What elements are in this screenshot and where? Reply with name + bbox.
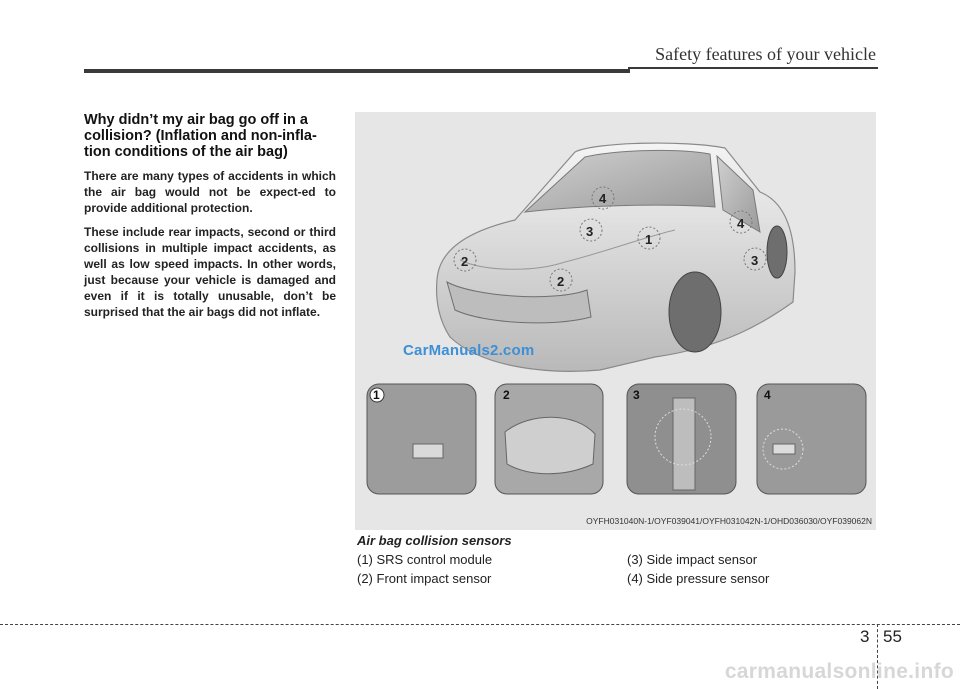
caption-item: (3) Side impact sensor bbox=[627, 552, 758, 567]
front-wheel bbox=[669, 272, 721, 352]
section-heading: Why didn’t my air bag go off in a collision? (Inflation and non-infla-tion conditions of the air bag) bbox=[84, 112, 317, 160]
header-rule-thick bbox=[84, 69, 630, 73]
paragraph-1: There are many types of accidents in which the air bag would not be expect-ed to provide additional protection. bbox=[84, 169, 336, 215]
caption-item: (1) SRS control module bbox=[357, 552, 493, 567]
caption-list bbox=[357, 552, 877, 586]
car-marker-2-left: 2 bbox=[461, 254, 469, 269]
paragraph-2: These include rear impacts, second or third collisions in multiple impact accidents, as well as low speed impacts. In other words, just because your vehicle is damaged and even if it is totally unusable, don’t be surprised that the air bags did not inflate. bbox=[84, 225, 336, 319]
inset-label-4: 4 bbox=[764, 388, 771, 402]
car-illustration bbox=[355, 112, 876, 530]
footer-rule bbox=[0, 624, 960, 625]
carmanuals-watermark: CarManuals2.com bbox=[403, 342, 535, 359]
inset-4 bbox=[757, 384, 866, 494]
chapter-number: 3 bbox=[860, 627, 870, 646]
caption-title: Air bag collision sensors bbox=[357, 533, 512, 548]
inset-label-2: 2 bbox=[503, 388, 510, 402]
page-number: 55 bbox=[883, 627, 902, 646]
car-marker-3-side: 3 bbox=[751, 253, 759, 268]
running-header: Safety features of your vehicle bbox=[655, 44, 876, 64]
inset-label-3: 3 bbox=[633, 388, 640, 402]
car-marker-3-front: 3 bbox=[586, 224, 594, 239]
rear-wheel bbox=[767, 226, 787, 278]
sensor-figure bbox=[355, 112, 876, 530]
car-marker-4-front: 4 bbox=[599, 191, 607, 206]
inset-1 bbox=[367, 384, 476, 494]
inset-photos bbox=[367, 384, 866, 494]
car-marker-4-side: 4 bbox=[737, 216, 745, 231]
caption-item: (4) Side pressure sensor bbox=[627, 571, 770, 586]
figure-caption bbox=[357, 533, 877, 586]
car-marker-2-right: 2 bbox=[557, 274, 565, 289]
inset-label-1: 1 bbox=[373, 388, 380, 402]
text-column bbox=[84, 112, 336, 328]
site-watermark: carmanualsonline.info bbox=[724, 660, 954, 683]
figure-code: OYFH031040N-1/OYF039041/OYFH031042N-1/OHD036030/OYF039062N bbox=[586, 516, 872, 526]
car-marker-1: 1 bbox=[645, 232, 653, 247]
header-rule-thin bbox=[628, 67, 878, 69]
caption-item: (2) Front impact sensor bbox=[357, 571, 492, 586]
